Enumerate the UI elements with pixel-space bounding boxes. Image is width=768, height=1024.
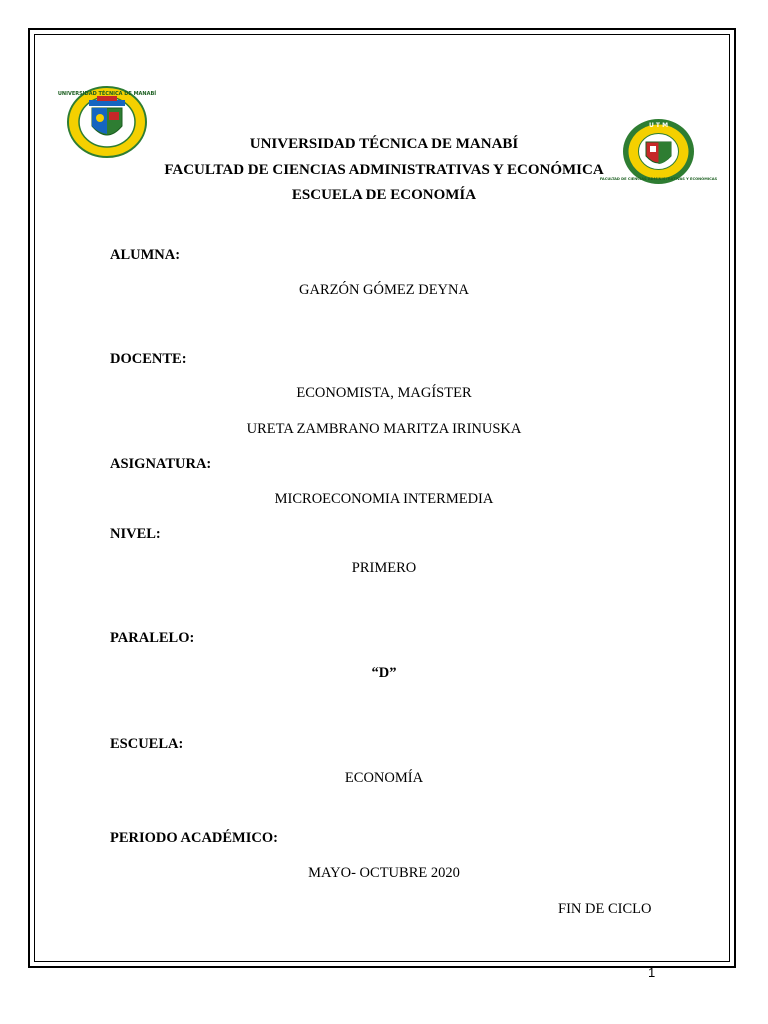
- period-label: PERIODO ACADÉMICO:: [110, 830, 278, 846]
- teacher-label: DOCENTE:: [110, 351, 187, 367]
- subject-value: MICROECONOMIA INTERMEDIA: [274, 491, 494, 507]
- section-value: “D”: [371, 665, 397, 681]
- svg-text:FACULTAD DE CIENCIAS ADMINISTR: FACULTAD DE CIENCIAS ADMINISTRATIVAS Y ECONÓMICAS: [599, 177, 718, 181]
- student-value: GARZÓN GÓMEZ DEYNA: [299, 282, 469, 298]
- svg-text:U T M: U T M: [648, 122, 669, 129]
- university-title: UNIVERSIDAD TÉCNICA DE MANABÍ: [249, 136, 519, 152]
- subject-label: ASIGNATURA:: [110, 456, 212, 472]
- section-label: PARALELO:: [110, 630, 195, 646]
- student-label: ALUMNA:: [110, 247, 181, 263]
- school-value: ECONOMÍA: [344, 770, 424, 786]
- level-value: PRIMERO: [351, 560, 417, 576]
- teacher-name: URETA ZAMBRANO MARITZA IRINUSKA: [246, 421, 522, 437]
- school-title: ESCUELA DE ECONOMÍA: [291, 187, 477, 203]
- svg-text:UNIVERSIDAD TÉCNICA DE MANABÍ: UNIVERSIDAD TÉCNICA DE MANABÍ: [57, 91, 157, 97]
- school-label: ESCUELA:: [110, 736, 184, 752]
- end-of-cycle-note: FIN DE CICLO: [558, 901, 652, 917]
- period-value: MAYO- OCTUBRE 2020: [308, 865, 460, 881]
- teacher-title: ECONOMISTA, MAGÍSTER: [296, 385, 472, 401]
- page-number: 1: [648, 965, 656, 980]
- faculty-title: FACULTAD DE CIENCIAS ADMINISTRATIVAS Y ECONÓMICA: [164, 162, 604, 178]
- level-label: NIVEL:: [110, 526, 161, 542]
